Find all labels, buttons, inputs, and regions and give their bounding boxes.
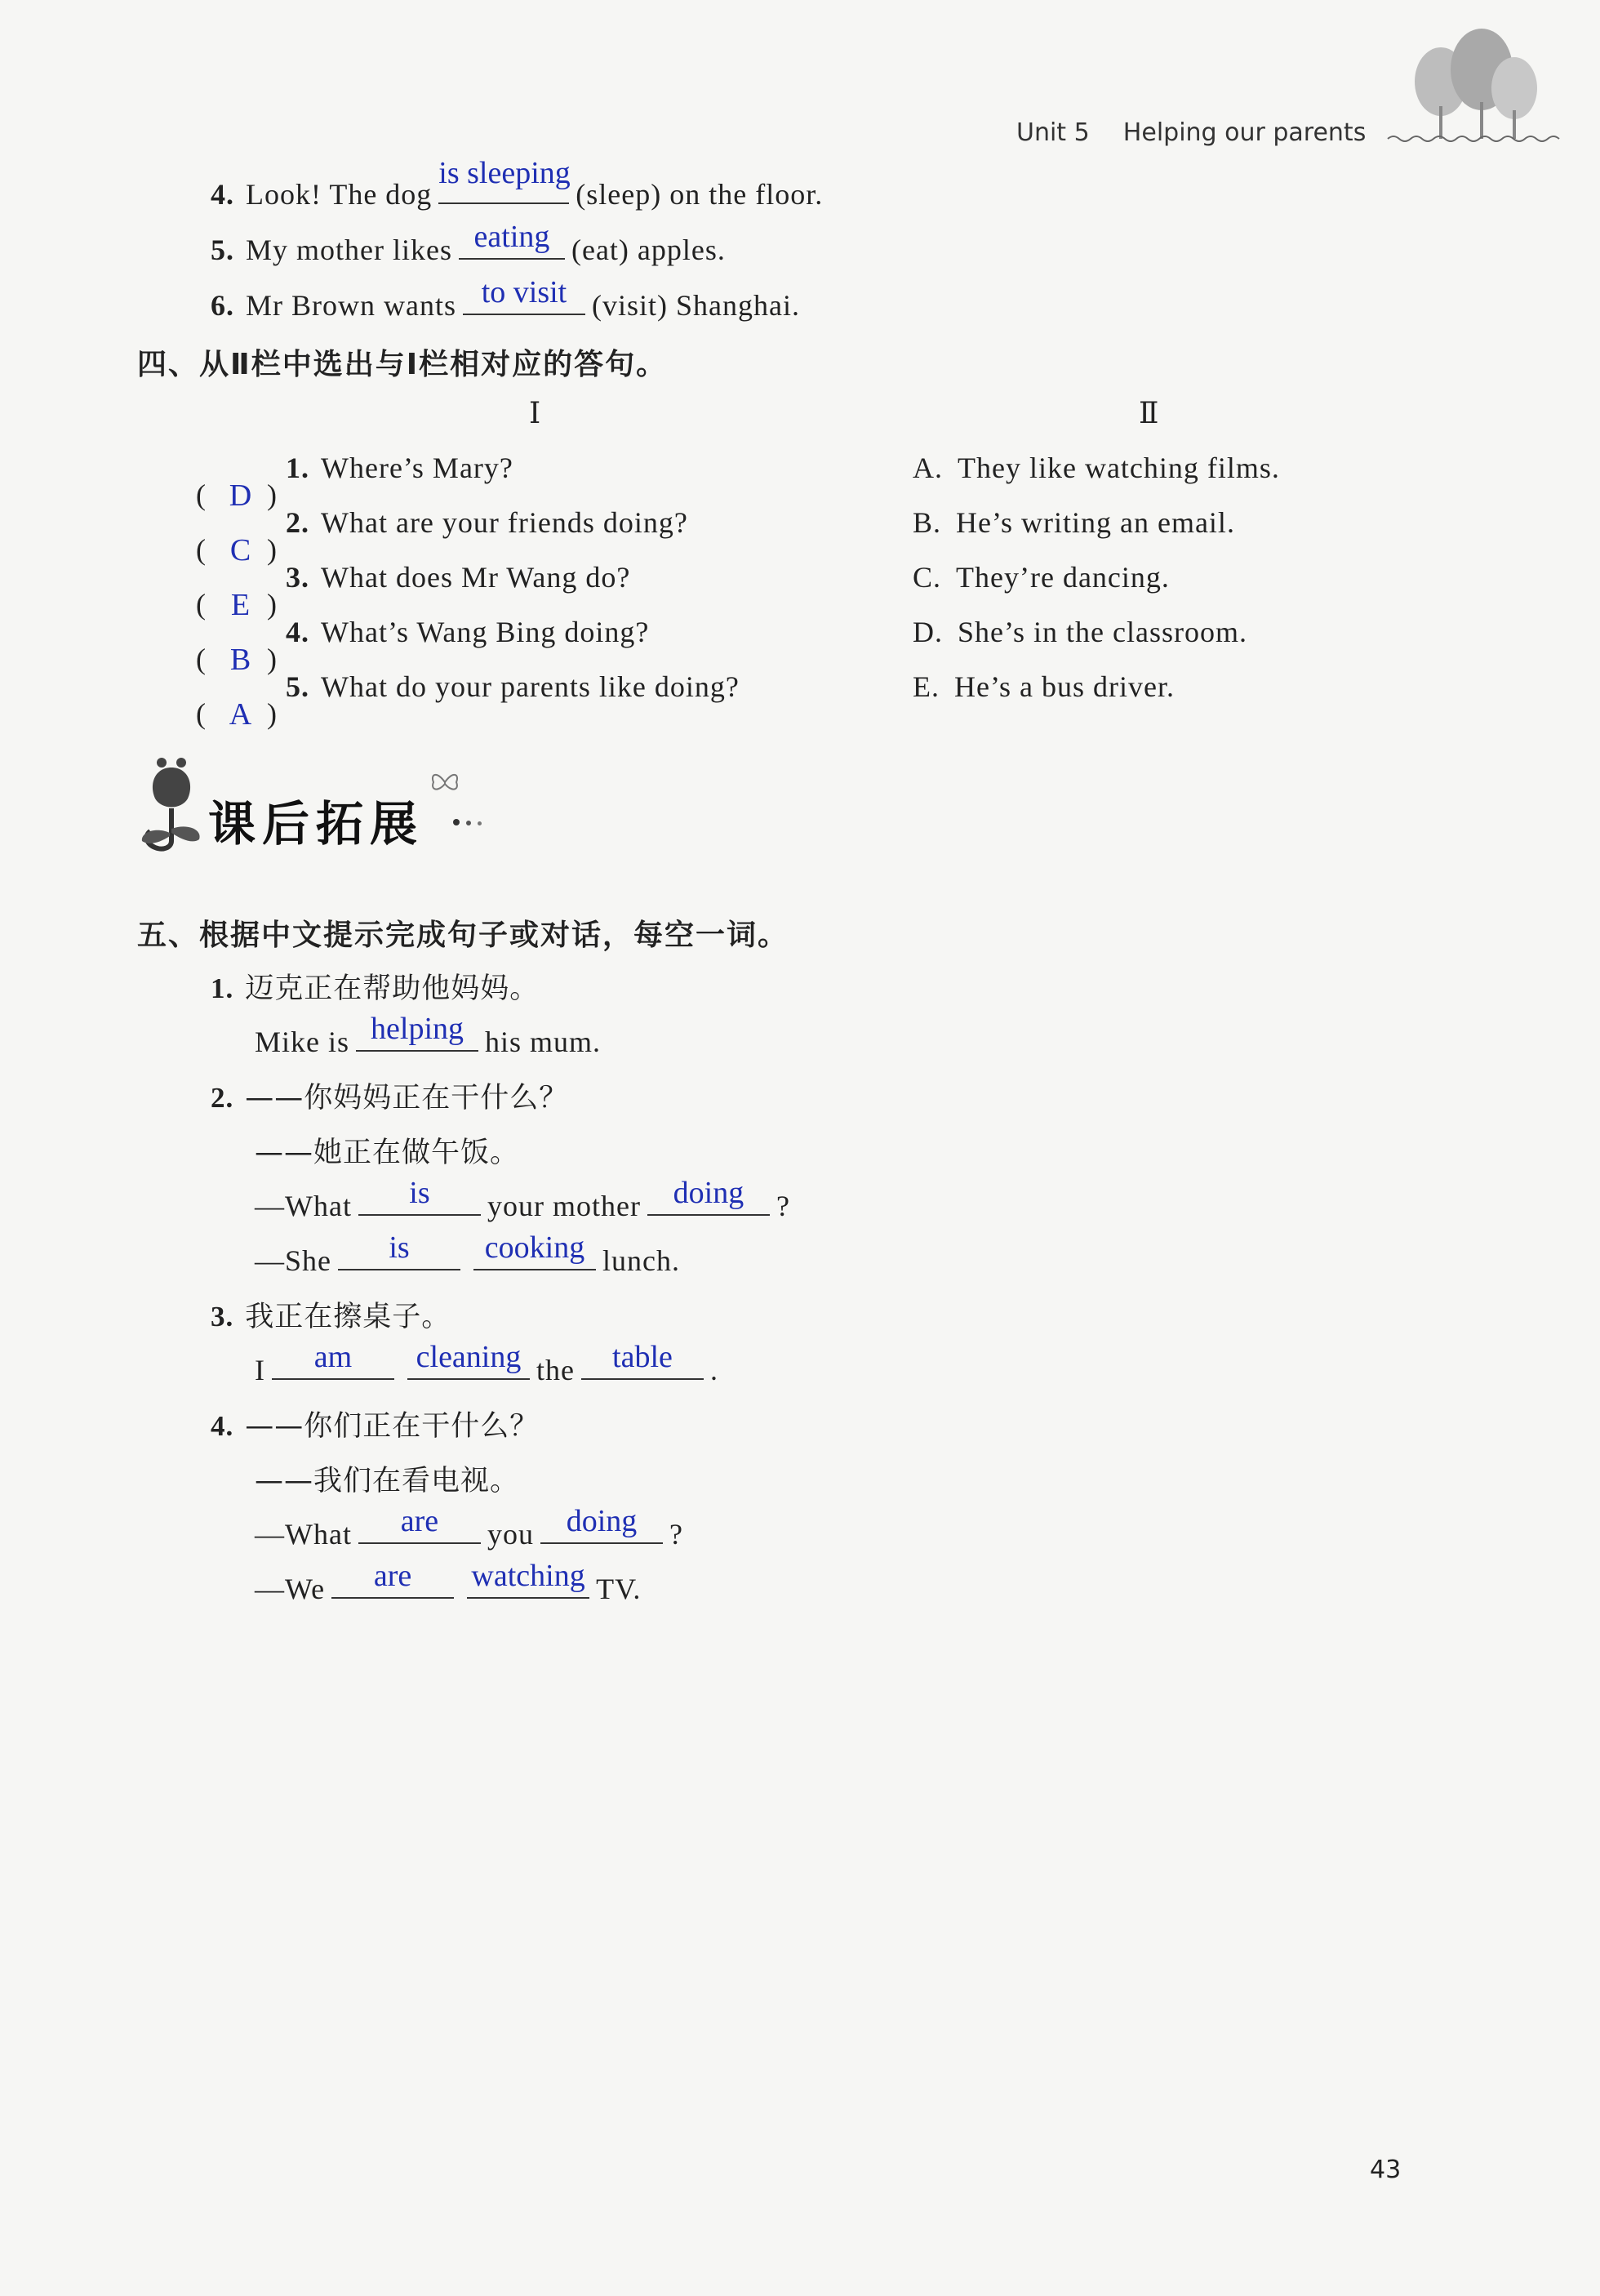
part4-heading: 四、从Ⅱ栏中选出与Ⅰ栏相对应的答句。: [137, 348, 668, 381]
answer-blank[interactable]: doing: [647, 1185, 770, 1216]
match-answer[interactable]: C: [229, 533, 252, 567]
answer-blank[interactable]: am: [272, 1349, 394, 1380]
answer-blank[interactable]: cooking: [473, 1239, 596, 1270]
answer-blank[interactable]: helping: [356, 1021, 478, 1052]
part5-q1-prompt: 1. 迈克正在帮助他妈妈。: [211, 972, 540, 1005]
unit-label: Unit 5: [1016, 118, 1090, 147]
match-option-b: B. He’s writing an email.: [913, 506, 1235, 539]
page-number: 43: [1370, 2156, 1402, 2184]
match-answer[interactable]: D: [229, 478, 253, 513]
running-header: [1016, 118, 1366, 147]
section-banner: [131, 751, 514, 857]
answer-blank[interactable]: eating: [459, 229, 565, 260]
match-option-c: C. They’re dancing.: [913, 561, 1170, 594]
part3-item-5: 5. My mother likes eating (eat) apples.: [211, 220, 726, 266]
match-question-4: ( B ) 4. What’s Wang Bing doing?: [196, 616, 650, 677]
match-option-a: A. They like watching films.: [913, 452, 1280, 484]
part5-heading: 五、根据中文提示完成句子或对话，每空一词。: [137, 919, 789, 952]
part5-q4-line-1: —What are you doing ?: [255, 1504, 683, 1551]
part5-q2-prompt-1: 2. ——你妈妈正在干什么？: [211, 1082, 569, 1115]
match-question-2: ( C ) 2. What are your friends doing?: [196, 506, 688, 567]
column-1-label: Ⅰ: [529, 397, 542, 429]
part3-item-6: 6. Mr Brown wants to visit (visit) Shanghai.: [211, 275, 800, 322]
part5-q4-line-2: —We are watching TV.: [255, 1559, 642, 1605]
match-question-5: ( A ) 5. What do your parents like doing?: [196, 670, 740, 732]
match-option-d: D. She’s in the classroom.: [913, 616, 1247, 648]
answer-blank[interactable]: cleaning: [407, 1349, 530, 1380]
butterfly-icon: [429, 768, 461, 797]
flower-icon: [131, 751, 212, 857]
answer-blank[interactable]: is: [338, 1239, 460, 1270]
part5-q4-prompt-2: ——我们在看电视。: [255, 1465, 520, 1497]
part5-q3-prompt: 3. 我正在擦桌子。: [211, 1301, 451, 1333]
trees-icon: [1380, 24, 1584, 155]
answer-blank[interactable]: to visit: [463, 284, 585, 315]
answer-blank[interactable]: watching: [467, 1568, 589, 1599]
answer-blank[interactable]: are: [331, 1568, 454, 1599]
match-question-3: ( E ) 3. What does Mr Wang do?: [196, 561, 631, 622]
part5-q1-sentence: Mike is helping his mum.: [255, 1012, 602, 1058]
match-answer[interactable]: A: [229, 697, 253, 732]
match-answer[interactable]: E: [230, 588, 251, 622]
part5-q2-line-2: —She is cooking lunch.: [255, 1230, 680, 1277]
answer-blank[interactable]: table: [581, 1349, 704, 1380]
column-2-label: Ⅱ: [1139, 397, 1160, 429]
part5-q4-prompt-1: 4. ——你们正在干什么？: [211, 1410, 540, 1443]
match-answer[interactable]: B: [229, 643, 252, 677]
part5-q2-prompt-2: ——她正在做午饭。: [255, 1137, 520, 1169]
match-option-e: E. He’s a bus driver.: [913, 670, 1175, 703]
answer-blank[interactable]: are: [358, 1513, 481, 1544]
part3-item-4: 4. Look! The dog is sleeping (sleep) on the floor.: [211, 156, 824, 211]
answer-blank[interactable]: is: [358, 1185, 481, 1216]
match-question-1: ( D ) 1. Where’s Mary?: [196, 452, 513, 513]
unit-title: Helping our parents: [1122, 118, 1367, 147]
part5-q3-sentence: I am cleaning the table .: [255, 1340, 718, 1386]
answer-blank[interactable]: is sleeping: [438, 173, 569, 204]
banner-title: 课后拓展: [208, 796, 424, 852]
banner-dots: [453, 813, 482, 829]
answer-blank[interactable]: doing: [540, 1513, 663, 1544]
part5-q2-line-1: —What is your mother doing ?: [255, 1176, 790, 1222]
